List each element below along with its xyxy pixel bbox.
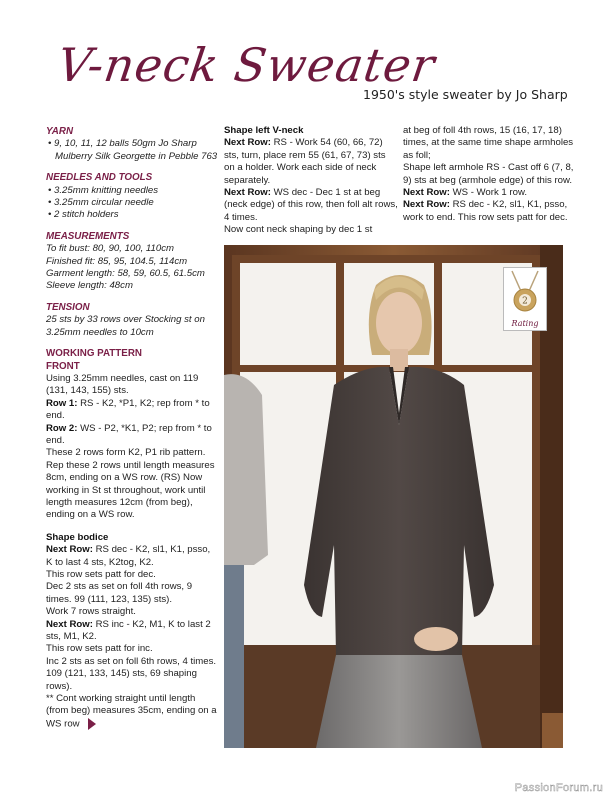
instruction-text: RS inc - K2, M1, K to last 2 sts, M1, K2. [46, 618, 211, 643]
instruction-paragraph [46, 569, 218, 581]
instruction-text: RS - Work 54 (60, 66, 72) sts, turn, place rem 55 (61, 67, 73) sts on a holder. Work each side of neck separately. [224, 137, 386, 186]
list-item: • 3.25mm circular needle [48, 197, 154, 209]
continue-arrow-icon [88, 718, 96, 730]
instruction-text: RS dec - K2, sl1, K1, psso, work to end. This row sets patt for dec. [403, 199, 568, 223]
instruction-text: This row sets patt for dec. [46, 569, 156, 580]
instruction-paragraph [224, 224, 398, 236]
measurement-line: Finished fit: 85, 95, 104.5, 114cm [46, 255, 188, 267]
instruction-paragraph [46, 544, 218, 569]
section-heading: MEASUREMENTS [46, 230, 130, 242]
row-label: Row 2: [46, 422, 78, 434]
middle-column [224, 125, 398, 237]
row-label: Next Row: [403, 199, 450, 211]
instruction-paragraph [224, 187, 398, 224]
instruction-text: Now cont neck shaping by dec 1 st [224, 224, 373, 236]
list-item: • 3.25mm knitting needles [48, 184, 159, 196]
instruction-text: Using 3.25mm needles, cast on 119 (131, 143, 155) sts. [46, 372, 199, 397]
instruction-paragraph [403, 199, 575, 224]
instruction-paragraph [46, 643, 218, 655]
watermark: PassionForum.ru [514, 782, 603, 794]
instruction-paragraph [46, 606, 218, 618]
row-label: Next Row: [403, 187, 450, 199]
instruction-paragraph [46, 693, 218, 731]
page-subtitle: 1950's style sweater by Jo Sharp [363, 87, 568, 102]
list-item: • 9, 10, 11, 12 balls 50gm Jo Sharp Mulberry Silk Georgette in Pebble 763 [48, 138, 218, 162]
instruction-text: ** Cont working straight until length (from beg) measures 35cm, ending on a WS row [46, 693, 217, 730]
instruction-text: RS dec - K2, sl1, K1, psso, K to last 4 sts, K2tog, K2. [46, 544, 211, 568]
instruction-paragraph [224, 137, 398, 187]
instruction-text: at beg of foll 4th rows, 15 (16, 17, 18) times, at the same time shape armholes as foll; [403, 125, 574, 161]
row-label: Row 1: [46, 397, 78, 409]
instruction-text: Shape left armhole RS - Cast off 6 (7, 8, 9) sts at beg (armhole edge) of this row. [403, 162, 574, 186]
yarn-ball-needles-icon [504, 268, 546, 318]
section-heading: FRONT [46, 360, 80, 372]
instruction-paragraph [403, 187, 575, 199]
section-heading: NEEDLES AND TOOLS [46, 172, 153, 184]
instruction-text: WS - Work 1 row. [449, 187, 528, 199]
instruction-text: These 2 rows form K2, P1 rib pattern. Rep these 2 rows until length measures 8cm, ending on a WS row. (RS) Now working in St st throughout, work until length measures 12cm (from beg), ending on a WS row. [46, 447, 215, 521]
instruction-text: Inc 2 sts as set on foll 6th rows, 4 times. 109 (121, 133, 145) sts, 69 shaping rows). [46, 655, 217, 692]
row-label: Next Row: [224, 187, 271, 199]
subheading: Shape bodice [46, 531, 109, 543]
right-column [403, 125, 575, 224]
row-label: Next Row: [224, 137, 271, 149]
list-item: • 2 stitch holders [48, 209, 119, 221]
instruction-paragraph [46, 373, 218, 398]
rating-value: 2 [522, 296, 528, 307]
instruction-text: RS - K2, *P1, K2; rep from * to end. [46, 397, 210, 422]
instruction-paragraph [46, 423, 218, 448]
row-label: Next Row: [46, 618, 93, 630]
instruction-paragraph [46, 447, 218, 521]
instruction-paragraph [46, 656, 218, 693]
measurement-line: Sleeve length: 48cm [46, 280, 133, 292]
rating-badge [503, 267, 547, 331]
section-heading: TENSION [46, 301, 90, 313]
instruction-text: This row sets patt for inc. [46, 643, 153, 655]
rating-label: Rating [511, 319, 539, 328]
row-label: Next Row: [46, 544, 93, 556]
measurement-line: Garment length: 58, 59, 60.5, 61.5cm [46, 268, 205, 280]
instruction-paragraph [46, 619, 218, 644]
instruction-paragraph [403, 162, 575, 187]
subheading: Shape left V-neck [224, 125, 304, 136]
instruction-paragraph [46, 581, 218, 606]
page-title: V-neck Sweater [54, 38, 439, 92]
measurement-line: To fit bust: 80, 90, 100, 110cm [46, 243, 174, 255]
section-heading: WORKING PATTERN [46, 348, 142, 360]
section-heading: YARN [46, 126, 74, 137]
instruction-text: WS - P2, *K1, P2; rep from * to end. [46, 422, 212, 446]
instruction-text: Dec 2 sts as set on foll 4th rows, 9 times. 99 (111, 123, 135) sts). [46, 581, 193, 605]
instruction-paragraph [403, 125, 575, 162]
left-column [46, 126, 218, 731]
instruction-text: WS dec - Dec 1 st at beg (neck edge) of this row, then foll alt rows, 4 times. [224, 187, 398, 223]
measurement-line: 25 sts by 33 rows over Stocking st on 3.25mm needles to 10cm [46, 314, 205, 338]
instruction-paragraph [46, 398, 218, 423]
instruction-text: Work 7 rows straight. [46, 606, 136, 618]
